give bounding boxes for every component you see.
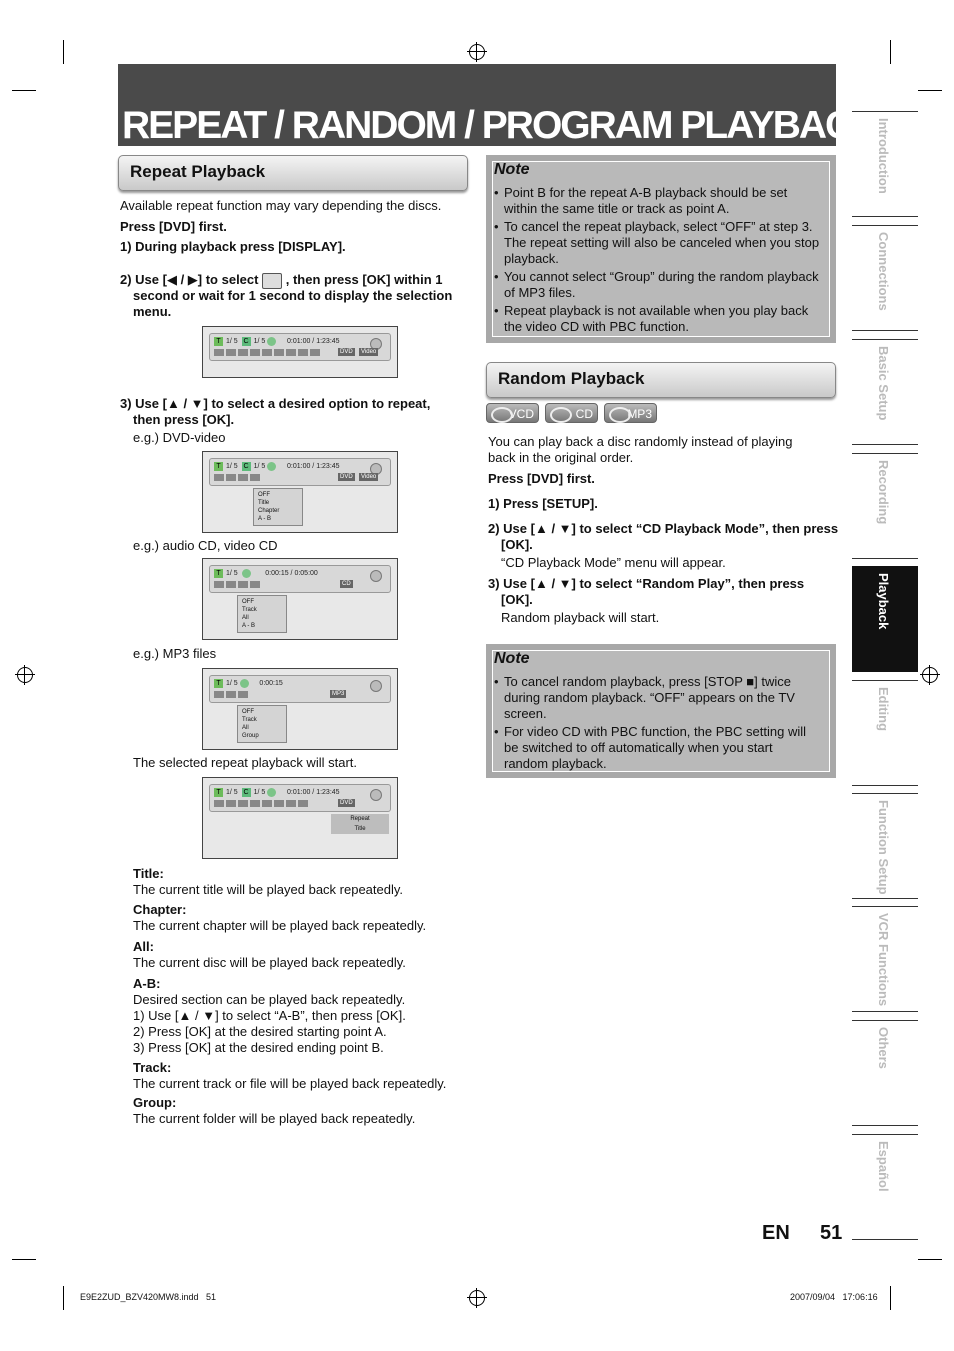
repeat-menu[interactable] [237, 705, 287, 743]
section-title: Random Playback [498, 369, 645, 388]
disc-type-label: DVD [340, 349, 353, 355]
example-label: e.g.) DVD-video [133, 430, 226, 445]
tab-espanol[interactable] [852, 1134, 918, 1240]
file-number: 1/ 5 [226, 680, 238, 687]
note-item: • Point B for the repeat A-B playback should be set within the same title or track as point A. [494, 185, 820, 217]
crop-mark [63, 40, 64, 64]
def-ab-heading: A-B: [133, 976, 161, 991]
selected-start-text: The selected repeat playback will start. [133, 755, 357, 770]
chapter-number: 1/ 5 [253, 463, 266, 470]
mp3-badge: MP3 [604, 403, 657, 423]
def-chapter-text: The current chapter will be played back repeatedly. [133, 918, 427, 933]
tab-label: Playback [876, 573, 891, 630]
title-icon: T [214, 788, 223, 797]
menu-item[interactable]: A - B [258, 516, 272, 522]
def-title-text: The current title will be played back repeatedly. [133, 882, 404, 897]
step-2-cont: second or wait for 1 second to display the selection [133, 288, 453, 303]
example-label: e.g.) audio CD, video CD [133, 538, 278, 553]
disc-type-label: CD [342, 581, 351, 587]
title-icon: T [214, 569, 223, 578]
playing-icon [240, 679, 249, 688]
chapter-number: 1/ 5 [253, 789, 266, 796]
tab-label: Basic Setup [876, 346, 891, 421]
chapter-icon: C [243, 788, 249, 796]
repeat-status-value: Title [354, 826, 366, 832]
osd-screen [202, 326, 398, 378]
page-number: 51 [820, 1222, 843, 1244]
random-step-2: 2) Use [▲ / ▼] to select “CD Playback Mode”, then press [488, 521, 839, 536]
elapsed-time: 0:00:15 / 0:05:00 [265, 570, 318, 577]
intro-text: Available repeat function may vary depending the discs. [120, 198, 442, 213]
chapter-icon: C [243, 462, 249, 470]
tab-recording[interactable] [852, 453, 918, 559]
title-number: 1/ 5 [226, 338, 238, 345]
tab-function-setup[interactable] [852, 793, 918, 899]
note-item: • Repeat playback is not available when you play back the video CD with PBC function. [494, 303, 820, 335]
playing-icon [267, 337, 276, 346]
def-title-heading: Title: [133, 866, 164, 881]
crop-mark [918, 90, 942, 91]
section-title: Repeat Playback [130, 162, 266, 181]
vcd-badge: VCD [486, 403, 539, 423]
elapsed-time: 0:01:00 / 1:23:45 [287, 789, 340, 796]
repeat-menu[interactable] [253, 488, 303, 526]
tab-basic-setup[interactable] [852, 339, 918, 445]
tab-label: Recording [876, 460, 891, 525]
menu-item[interactable]: Group [242, 733, 259, 739]
random-step-3-result: Random playback will start. [501, 610, 660, 625]
def-chapter-heading: Chapter: [133, 902, 187, 917]
note-item: • You cannot select “Group” during the random playback of MP3 files. [494, 269, 820, 301]
osd-bar [209, 333, 391, 361]
tab-label: Function Setup [876, 800, 891, 895]
repeat-menu[interactable] [237, 595, 287, 633]
random-step-2-cont: [OK]. [501, 537, 533, 552]
tab-label: Introduction [876, 118, 891, 194]
elapsed-time: 0:01:00 / 1:23:45 [287, 463, 340, 470]
note-list [494, 674, 820, 774]
disc-format-label: Video [361, 349, 377, 355]
note-title: Note [494, 650, 530, 667]
repeat-status-label: Repeat [350, 816, 370, 822]
crop-mark [12, 90, 36, 91]
def-all-text: The current disc will be played back repeatedly. [133, 955, 406, 970]
crop-mark [12, 1259, 36, 1260]
chapter-number: 1/ 5 [253, 338, 266, 345]
def-ab-step: 2) Press [OK] at the desired starting point A. [133, 1024, 387, 1039]
section-header-repeat [118, 155, 468, 191]
menu-item[interactable]: OFF [242, 709, 254, 715]
menu-item[interactable]: All [242, 615, 249, 621]
tab-label: Others [876, 1027, 891, 1069]
osd-bar [209, 675, 391, 703]
tab-editing[interactable] [852, 680, 918, 786]
osd-bar [209, 565, 391, 593]
step-2-cont: menu. [133, 304, 172, 319]
menu-item[interactable]: All [242, 725, 249, 731]
file-info: E9E2ZUD_BZV420MW8.indd 51 [80, 1292, 217, 1302]
def-ab-step: 1) Use [▲ / ▼] to select “A-B”, then press [OK]. [133, 1008, 406, 1023]
elapsed-time: 0:01:00 / 1:23:45 [287, 338, 340, 345]
note-title: Note [494, 161, 530, 178]
title-banner [118, 64, 878, 147]
menu-item[interactable]: OFF [242, 599, 254, 605]
def-ab-step: 3) Press [OK] at the desired ending point B. [133, 1040, 384, 1055]
step-1: 1) During playback press [DISPLAY]. [120, 239, 346, 254]
tab-label: Connections [876, 232, 891, 311]
tab-label: Editing [876, 687, 891, 732]
menu-item[interactable]: Track [242, 717, 257, 723]
tab-connections[interactable] [852, 225, 918, 331]
registration-mark-icon [922, 667, 938, 683]
language-code: EN [762, 1222, 790, 1244]
registration-mark-icon [469, 1290, 485, 1306]
step-3: 3) Use [▲ / ▼] to select a desired option to repeat, [120, 396, 431, 411]
title-icon: T [214, 337, 223, 346]
disc-format-label: Video [361, 474, 377, 480]
menu-item[interactable]: Track [242, 607, 257, 613]
section-header-random [486, 362, 836, 398]
print-date: 2007/09/04 17:06:16 [790, 1292, 878, 1302]
menu-item[interactable]: Title [258, 500, 270, 506]
random-intro: You can play back a disc randomly instead of playing [488, 434, 793, 449]
def-track-text: The current track or file will be played back repeatedly. [133, 1076, 447, 1091]
press-dvd: Press [DVD] first. [488, 471, 595, 486]
osd-screen [202, 777, 398, 859]
tab-others[interactable] [852, 1020, 918, 1126]
registration-mark-icon [17, 667, 33, 683]
menu-item[interactable]: A - B [242, 623, 256, 629]
disc-type-label: DVD [340, 474, 353, 480]
osd-bar [209, 458, 391, 486]
cd-badge: CD [545, 403, 598, 423]
def-group-heading: Group: [133, 1095, 177, 1110]
crop-mark [63, 1286, 64, 1310]
registration-mark-icon [469, 44, 485, 60]
note-item: • To cancel the repeat playback, select “OFF” at step 3. The repeat setting will also be canceled when you stop playback. [494, 219, 820, 267]
tab-introduction[interactable] [852, 111, 918, 217]
def-track-heading: Track: [133, 1060, 172, 1075]
menu-item[interactable]: Chapter [258, 508, 280, 514]
osd-bar [209, 784, 391, 812]
random-step-2-result: “CD Playback Mode” menu will appear. [501, 555, 726, 570]
def-group-text: The current folder will be played back repeatedly. [133, 1111, 416, 1126]
press-dvd: Press [DVD] first. [120, 219, 227, 234]
title-icon: T [214, 679, 223, 688]
tab-label: Español [876, 1141, 891, 1192]
random-step-1: 1) Press [SETUP]. [488, 496, 598, 511]
tab-label: VCR Functions [876, 913, 891, 1007]
playing-icon [267, 788, 276, 797]
crop-mark [890, 40, 891, 64]
osd-screen [202, 451, 398, 533]
def-ab-text: Desired section can be played back repeatedly. [133, 992, 406, 1007]
repeat-status [331, 814, 389, 834]
step-2-text: , then press [OK] within 1 [285, 272, 443, 287]
crop-mark [918, 1259, 942, 1260]
title-icon: T [214, 462, 223, 471]
elapsed-time: 0:00:15 [259, 680, 283, 687]
step-2 [120, 272, 442, 289]
tab-vcr-functions[interactable] [852, 906, 918, 1012]
note-box [486, 155, 836, 343]
playing-icon [242, 569, 251, 578]
note-box [486, 644, 836, 778]
playing-icon [267, 462, 276, 471]
example-label: e.g.) MP3 files [133, 646, 217, 661]
random-step-3-cont: [OK]. [501, 592, 533, 607]
step-3-cont: then press [OK]. [133, 412, 235, 427]
title-number: 1/ 5 [226, 789, 238, 796]
def-all-heading: All: [133, 939, 154, 954]
repeat-icon [262, 273, 282, 289]
crop-mark [890, 1286, 891, 1310]
osd-screen [202, 668, 398, 750]
track-number: 1/ 5 [226, 570, 238, 577]
osd-screen [202, 558, 398, 640]
tab-playback[interactable] [852, 566, 918, 672]
menu-item[interactable]: OFF [258, 492, 270, 498]
note-list [494, 185, 820, 337]
chapter-icon: C [243, 337, 249, 345]
note-item: • For video CD with PBC function, the PBC setting will be switched to off automatically when you start random playback. [494, 724, 820, 772]
page-title: REPEAT / RANDOM / PROGRAM PLAYBACK [122, 104, 878, 147]
title-number: 1/ 5 [226, 463, 238, 470]
disc-type-label: MP3 [332, 691, 345, 697]
disc-type-label: DVD [340, 800, 353, 806]
random-step-3: 3) Use [▲ / ▼] to select “Random Play”, then press [488, 576, 805, 591]
random-intro: back in the original order. [488, 450, 634, 465]
note-item: • To cancel random playback, press [STOP ■] twice during random playback. “OFF” appears on the TV screen. [494, 674, 820, 722]
step-2-text: 2) Use [◀ / ▶] to select [120, 272, 259, 287]
